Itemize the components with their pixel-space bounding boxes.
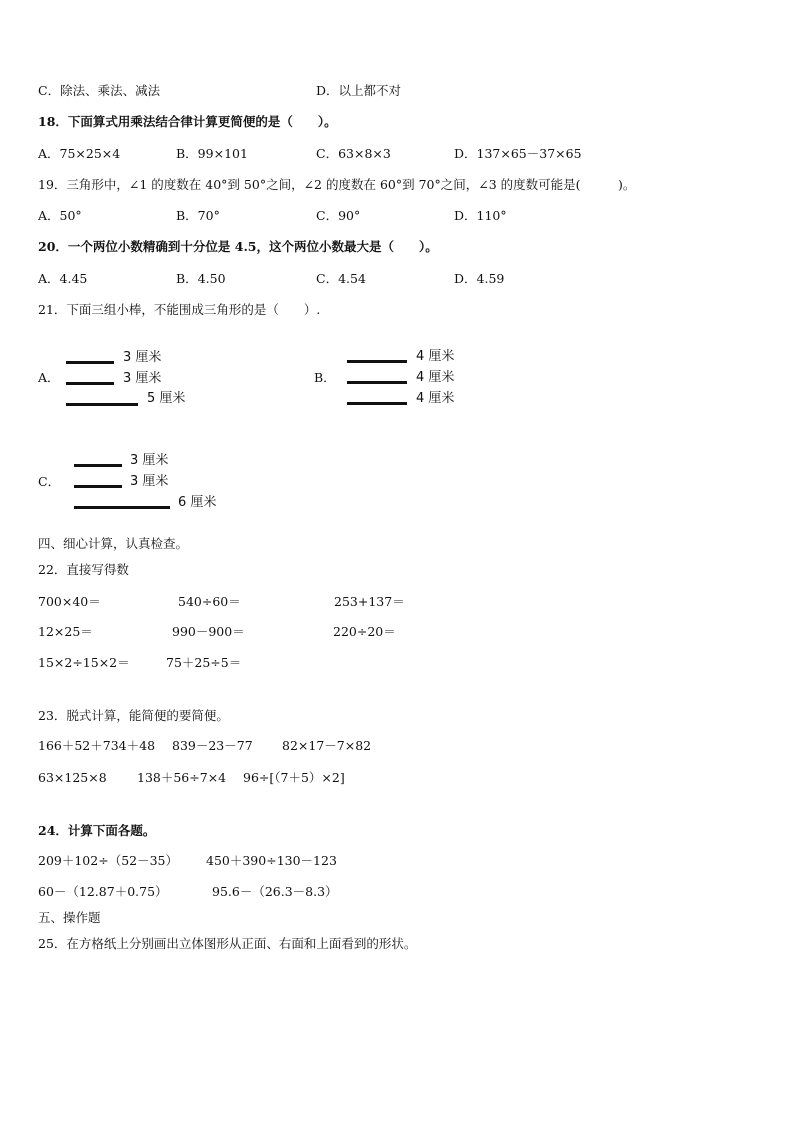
group-a-label: A． [38,370,60,385]
calc-item: 95.6－（26.3－8.3） [212,884,338,899]
calc-item: 96÷[（7＋5）×2] [243,770,345,785]
question-21-stem: 21．下面三组小棒，不能围成三角形的是（ ）. [38,302,321,317]
calc-item: 15×2÷15×2＝ [38,655,130,670]
group-c-label: C． [38,474,61,489]
q18-option-c: C．63×8×3 [316,146,391,161]
calc-item: 540÷60＝ [178,594,241,609]
calc-item: 63×125×8 [38,770,107,785]
stick-length-label: 6 厘米 [178,495,217,510]
q19-option-d: D．110° [454,208,507,223]
stick-length-label: 4 厘米 [416,370,455,385]
q20-option-c: C．4.54 [316,271,366,286]
stick [74,464,122,467]
question-20-stem: 20．一个两位小数精确到十分位是 4.5，这个两位小数最大是（ ）。 [38,239,438,254]
stick [347,402,407,405]
stick-length-label: 3 厘米 [123,371,162,386]
q18-option-d: D．137×65－37×65 [454,146,582,161]
stick-length-label: 3 厘米 [130,453,169,468]
stick-length-label: 3 厘米 [130,474,169,489]
calc-item: 75＋25÷5＝ [166,655,242,670]
calc-item: 450＋390÷130－123 [206,853,337,868]
stick [66,361,114,364]
calc-item: 82×17－7×82 [282,738,372,753]
question-25-stem: 25．在方格纸上分别画出立体图形从正面、右面和上面看到的形状。 [38,936,417,951]
stick-length-label: 5 厘米 [147,391,186,406]
calc-item: 253+137＝ [334,594,405,609]
stick-length-label: 4 厘米 [416,391,455,406]
calc-item: 12×25＝ [38,624,93,639]
calc-item: 700×40＝ [38,594,101,609]
calc-item: 839－23－77 [172,738,253,753]
stick [74,506,170,509]
question-23-stem: 23．脱式计算，能简便的要简便。 [38,708,229,723]
stick [74,485,122,488]
q19-option-c: C．90° [316,208,361,223]
stick-length-label: 3 厘米 [123,350,162,365]
question-24-stem: 24．计算下面各题。 [38,823,156,838]
calc-item: 60－（12.87＋0.75） [38,884,168,899]
question-18-stem: 18．下面算式用乘法结合律计算更简便的是（ ）。 [38,114,337,129]
stick [66,382,114,385]
q19-option-a: A．50° [38,208,82,223]
q18-option-b: B．99×101 [176,146,248,161]
question-22-stem: 22．直接写得数 [38,562,129,577]
stick-length-label: 4 厘米 [416,349,455,364]
section-4-heading: 四、细心计算，认真检查。 [38,536,189,551]
question-19-stem: 19．三角形中，∠1 的度数在 40°到 50°之间，∠2 的度数在 60°到 70°之间，∠3 的度数可能是( )。 [38,177,636,192]
stick [347,381,407,384]
q20-option-a: A．4.45 [38,271,88,286]
q19-option-b: B．70° [176,208,220,223]
calc-item: 209＋102÷（52－35） [38,853,179,868]
group-b-label: B． [314,370,336,385]
stick [347,360,407,363]
option-c: C．除法、乘法、减法 [38,83,161,98]
stick [66,403,138,406]
option-d: D．以上都不对 [316,83,402,98]
q18-option-a: A．75×25×4 [38,146,121,161]
calc-item: 220÷20＝ [333,624,396,639]
calc-item: 166＋52＋734＋48 [38,738,156,753]
calc-item: 990－900＝ [172,624,245,639]
q20-option-d: D．4.59 [454,271,505,286]
calc-item: 138＋56÷7×4 [137,770,227,785]
q20-option-b: B．4.50 [176,271,226,286]
section-5-heading: 五、操作题 [38,910,101,925]
